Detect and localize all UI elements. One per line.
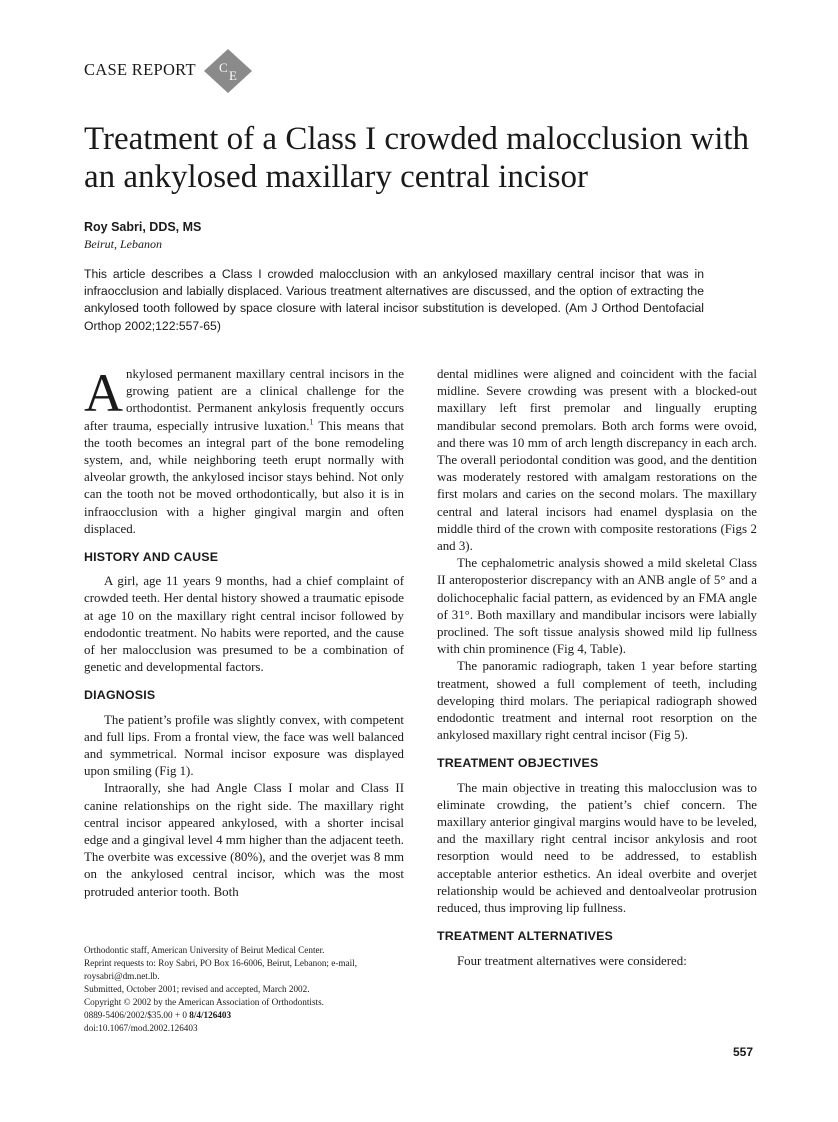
cephalometric-paragraph: The cephalometric analysis showed a mild skeletal Class II anteroposterior discrepancy with an ANB angle of 5° and a dolichocephalic facial pattern, as evidenced by an FMA angle of 31°. Both maxillary and mandibular incisors were labially proclined. The soft tissue analysis showed mild lip fullness with chin prominence (Fig 4, Table). — [437, 556, 757, 657]
reprint-footnote: Reprint requests to: Roy Sabri, PO Box 16-6006, Beirut, Lebanon; e-mail, roysabri@dm.net.lb. — [84, 958, 358, 981]
objectives-paragraph: The main objective in treating this malocclusion was to eliminate crowding, the patient’s chief concern. The maxillary anterior gingival margins would have to be leveled, and the maxillary right central incisor ankylosis and root resorption would need to be addressed, to establish acceptable anterior esthetics. An ideal overbite and overjet relationship would be achieved and dentoalveolar protrusion reduced, thus improving lip fullness. — [437, 780, 757, 916]
section-label: CASE REPORT — [84, 60, 196, 79]
copyright-footnote: Copyright © 2002 by the American Association of Orthodontists. — [84, 997, 324, 1007]
drop-cap: A — [84, 363, 123, 423]
svg-text:E: E — [229, 68, 237, 83]
diagnosis-heading: DIAGNOSIS — [84, 688, 156, 703]
intro-paragraph: Ankylosed permanent maxillary central incisors in the growing patient are a clinical challenge for the orthodontist. Permanent ankylosis frequently occurs after trauma, especially intrusive luxation.$^1$ This means that the tooth becomes an integral part of the bone remodeling system, and, while neighboring teeth erupt normally with alveolar growth, the ankylosed incisor stays behind. Not only can the tooth not be moved orthodontically, but also it is in infraocclusion with a higher gingival margin and often displaced. — [84, 363, 404, 536]
diagnosis-paragraph-2: Intraorally, she had Angle Class I molar and Class II canine relationships on the right side. The maxillary right central incisor appeared ankylosed, with a shorter incisal edge and a gingival level 4 mm higher than the adjacent teeth. The overbite was excessive (80%), and the overjet was 8 mm on the ankylosed central incisor, which was the most protruded anterior tooth. Both — [84, 781, 404, 899]
right-column — [437, 366, 757, 970]
author-name: Roy Sabri, DDS, MS — [84, 220, 202, 234]
ce-logo-icon — [202, 48, 254, 94]
left-column — [84, 363, 404, 901]
page-number: 557 — [733, 1045, 754, 1059]
diagnosis-continued-paragraph: dental midlines were aligned and coincident with the facial midline. Severe crowding was present with a blocked-out maxillary left first premolar and lingually erupting mandibular second premolars. Both arch forms were ovoid, and there was 10 mm of arch length discrepancy in each arch. The overall periodontal condition was good, and the dentition was moderately restored with amalgam restorations on the first molars and caries on the second molars. The maxillary central and lateral incisors had enamel dysplasia on the middle third of the crown with composite restorations (Figs 2 and 3). — [437, 367, 757, 554]
issn-footnote: 0889-5406/2002/$35.00 + 0 8/4/126403 — [84, 1010, 232, 1020]
doi-footnote: doi:10.1067/mod.2002.126403 — [84, 1023, 198, 1033]
history-paragraph: A girl, age 11 years 9 months, had a chief complaint of crowded teeth. Her dental history showed a traumatic episode at age 10 on the maxillary right central incisor followed by endodontic treatment. No habits were reported, and the cause of her malocclusion was presumed to be a combination of genetic and developmental factors. — [84, 574, 404, 675]
abstract: This article describes a Class I crowded malocclusion with an ankylosed maxillary central incisor that was in infraocclusion and labially displaced. Various treatment alternatives are discussed, and the option of extracting the ankylosed tooth followed by space closure with lateral incisor substitution is developed. (Am J Orthod Dentofacial Orthop 2002;122:557-65) — [84, 267, 704, 333]
affiliation-footnote: Orthodontic staff, American University of Beirut Medical Center. — [84, 945, 325, 955]
diagnosis-paragraph-1: The patient’s profile was slightly convex, with competent and full lips. From a frontal view, the face was well balanced and symmetrical. Normal incisor exposure was displayed upon smiling (Fig 1). — [84, 712, 404, 779]
radiograph-paragraph: The panoramic radiograph, taken 1 year before starting treatment, showed a full complement of teeth, including developing third molars. The periapical radiograph showed endodontic treatment and internal root resorption on the ankylosed maxillary right central incisor (Fig 5). — [437, 659, 757, 743]
svg-text:C: C — [219, 60, 228, 75]
history-heading: HISTORY AND CAUSE — [84, 550, 219, 565]
alternatives-heading: TREATMENT ALTERNATIVES — [437, 929, 614, 944]
submitted-footnote: Submitted, October 2001; revised and accepted, March 2002. — [84, 984, 310, 994]
author-affiliation: Beirut, Lebanon — [84, 237, 162, 251]
article-title: Treatment of a Class I crowded malocclusion with an ankylosed maxillary central incisor — [84, 121, 750, 195]
reference-marker: 1 — [309, 417, 314, 427]
footnotes — [84, 944, 404, 1035]
alternatives-paragraph: Four treatment alternatives were considered: — [457, 953, 687, 968]
objectives-heading: TREATMENT OBJECTIVES — [437, 756, 599, 771]
